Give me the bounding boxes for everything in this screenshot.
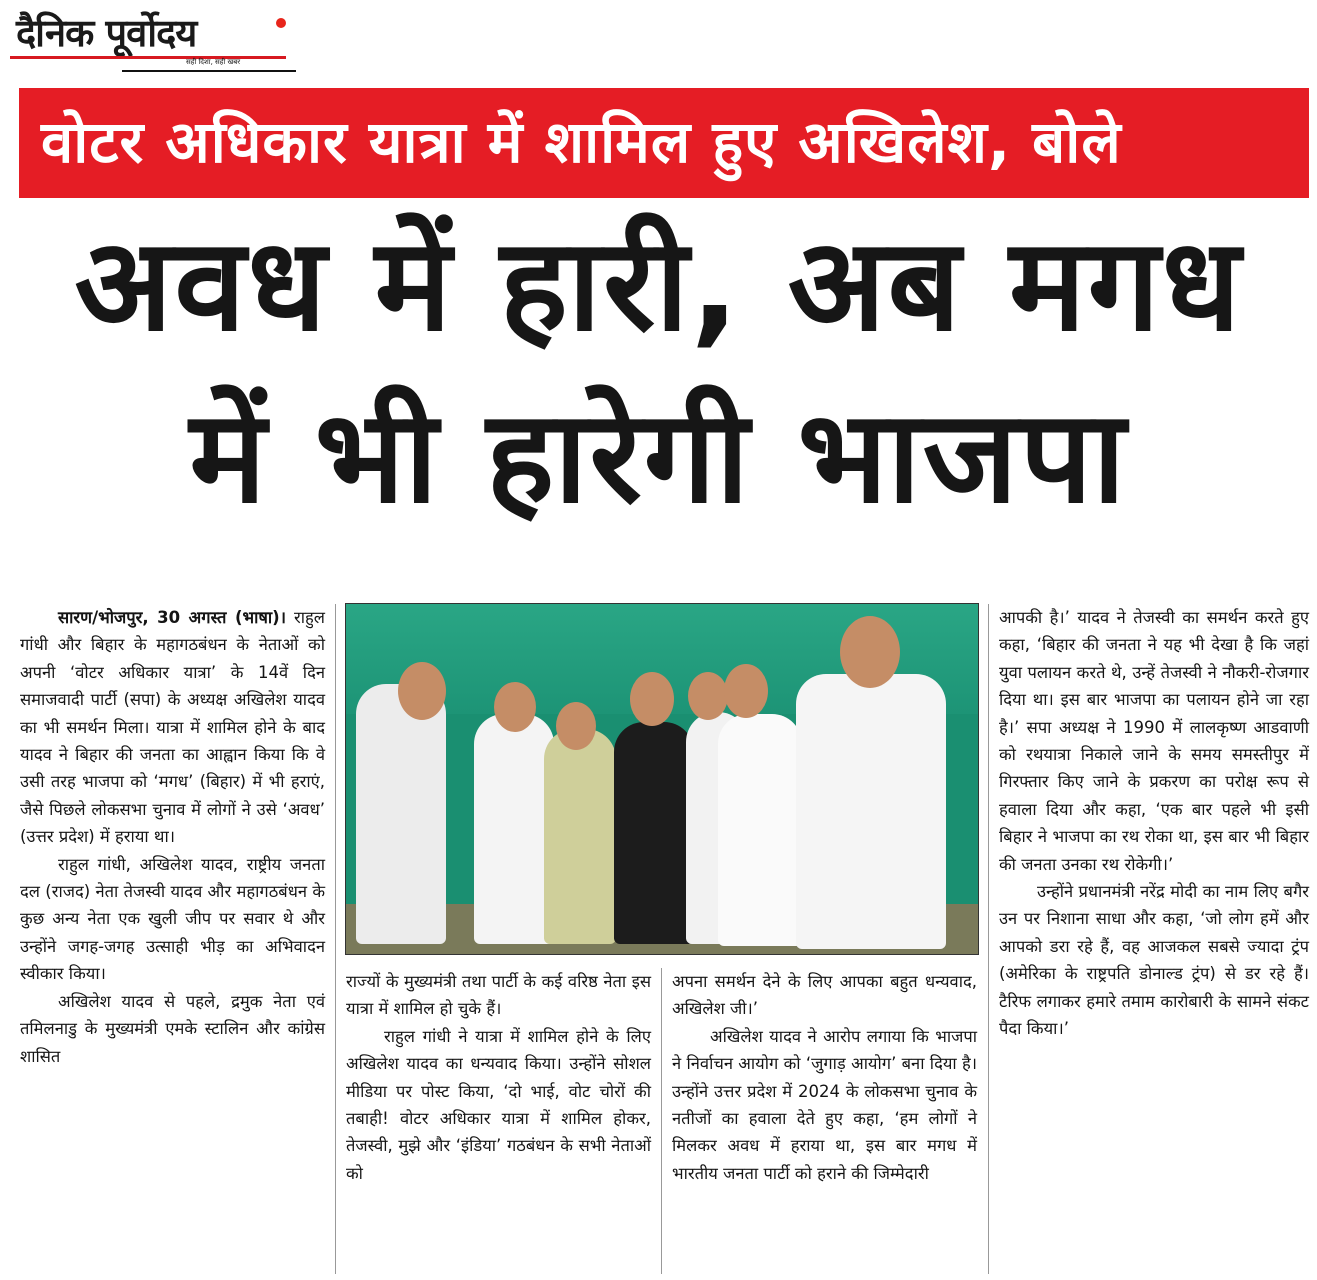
logo-dot-icon: [276, 18, 286, 28]
person-head: [556, 702, 596, 750]
paragraph: अखिलेश यादव ने आरोप लगाया कि भाजपा ने निर्वाचन आयोग को ‘जुगाड़ आयोग’ बना दिया है। उन्होंने उत्तर प्रदेश में 2024 के लोकसभा चुनाव के नतीजों का हवाला देते हुए कहा, ‘हम लोगों ने मिलकर अवध में हराया था, इस बार मगध में भारतीय जनता पार्टी को हराने की जिम्मेदारी: [672, 1026, 977, 1183]
person-head: [724, 664, 768, 718]
headline-line-1: अवध में हारी, अब मगध: [74, 211, 1243, 360]
person-head: [494, 682, 536, 732]
dateline: सारण/भोजपुर, 30 अगस्त (भाषा)।: [58, 608, 286, 627]
paragraph: अखिलेश यादव से पहले, द्रमुक नेता एवं तमिलनाडु के मुख्यमंत्री एमके स्टालिन और कांग्रेस शासित: [20, 991, 325, 1066]
paragraph: राज्यों के मुख्यमंत्री तथा पार्टी के कई वरिष्ठ नेता इस यात्रा में शामिल हो चुके हैं।: [346, 972, 651, 1019]
paragraph: राहुल गांधी और बिहार के महागठबंधन के नेताओं को अपनी ‘वोटर अधिकार यात्रा’ के 14वें दिन समाजवादी पार्टी (सपा) के अध्यक्ष अखिलेश यादव का भी समर्थन मिला। यात्रा में शामिल होने के बाद यादव ने बिहार की जनता का आह्वान किया कि वे उसी तरह भाजपा को ‘मगध’ (बिहार) में भी हराएं, जैसे पिछले लोकसभा चुनाव में लोगों ने उसे ‘अवध’ (उत्तर प्रदेश) में हराया था।: [20, 608, 325, 847]
person-figure: [796, 674, 946, 949]
kicker-banner: [19, 88, 1309, 198]
masthead: [10, 6, 286, 72]
column-divider: [335, 604, 336, 1274]
article-column-2: [346, 968, 651, 1187]
person-figure: [718, 714, 802, 946]
paragraph: राहुल गांधी, अखिलेश यादव, राष्ट्रीय जनता दल (राजद) नेता तेजस्वी यादव और महागठबंधन के कुछ अन्य नेता एक खुली जीप पर सवार थे और उन्होंने जगह-जगह उत्साही भीड़ का अभिवादन स्वीकार किया।: [20, 854, 325, 984]
masthead-rule: [10, 56, 286, 59]
article-column-3: [672, 968, 977, 1187]
article-column-1: [20, 604, 325, 1070]
person-head: [840, 616, 900, 688]
person-figure: [474, 714, 554, 944]
newspaper-name: दैनिक पूर्वोदय: [16, 10, 197, 55]
person-head: [688, 672, 728, 720]
paragraph: उन्होंने प्रधानमंत्री नरेंद्र मोदी का नाम लिए बगैर उन पर निशाना साधा और कहा, ‘जो लोग हमें और आपको डरा रहे हैं, वह आजकल सबसे ज्यादा ट्रंप (अमेरिका के राष्ट्रपति डोनाल्ड ट्रंप) से डर रहे हैं। टैरिफ लगाकर हमारे तमाम कारोबारी के सामने संकट पैदा किया।’: [999, 882, 1309, 1039]
person-head: [630, 672, 674, 726]
column-divider: [661, 968, 662, 1274]
paragraph: आपकी है।’ यादव ने तेजस्वी का समर्थन करते हुए कहा, ‘बिहार की जनता ने यह भी देखा है कि जहां युवा पलायन करते थे, उन्हें तेजस्वी ने नौकरी-रोजगार दिया था। इस बार भाजपा का पलायन होने जा रहा है।’ सपा अध्यक्ष ने 1990 में लालकृष्ण आडवाणी को रथयात्रा निकाले जाने के समय समस्तीपुर में गिरफ्तार किए जाने के प्रकरण का परोक्ष रूप से हवाला दिया और कहा, ‘एक बार पहले भी इसी बिहार ने भाजपा का रथ रोका था, इस बार भी बिहार की जनता उनका रथ रोकेगी।’: [999, 608, 1309, 874]
kicker-text: वोटर अधिकार यात्रा में शामिल हुए अखिलेश, बोले: [41, 108, 1122, 176]
person-figure: [614, 722, 694, 944]
person-head: [398, 662, 446, 720]
person-figure: [544, 729, 616, 944]
headline-line-2: में भी हारेगी भाजपा: [189, 383, 1128, 532]
news-photo: [345, 603, 979, 955]
article-column-4: [999, 604, 1309, 1043]
masthead-underline: [122, 70, 296, 72]
column-divider: [988, 604, 989, 1274]
newspaper-tagline: सही दिशा, सही खबर: [186, 58, 241, 66]
paragraph: अपना समर्थन देने के लिए आपका बहुत धन्यवाद, अखिलेश जी।’: [672, 972, 977, 1019]
person-figure: [356, 684, 446, 944]
paragraph: राहुल गांधी ने यात्रा में शामिल होने के लिए अखिलेश यादव का धन्यवाद किया। उन्होंने सोशल मीडिया पर पोस्ट किया, ‘दो भाई, वोट चोरों की तबाही! वोटर अधिकार यात्रा में शामिल होकर, तेजस्वी, मुझे और ‘इंडिया’ गठबंधन के सभी नेताओं को: [346, 1026, 651, 1183]
